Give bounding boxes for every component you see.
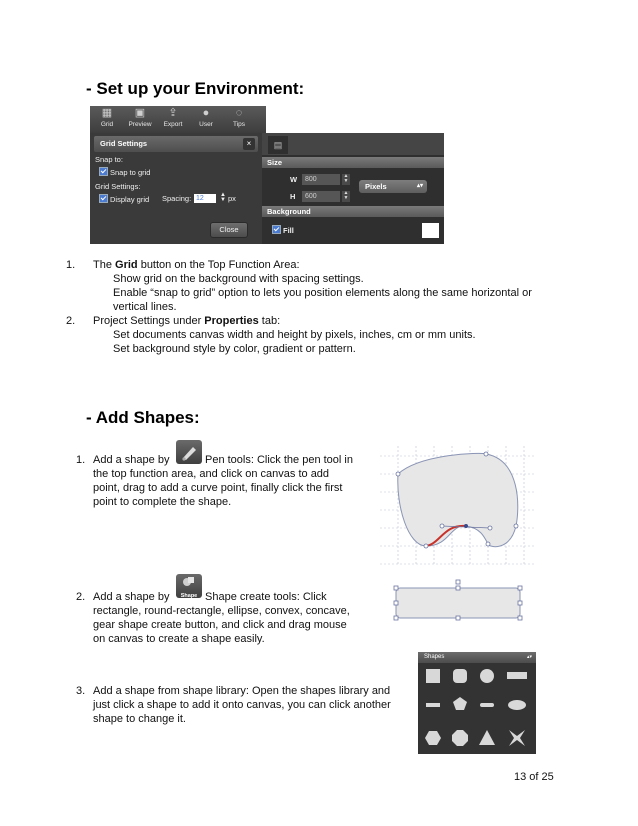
- toolbar-export[interactable]: ⇪ Export: [163, 107, 183, 128]
- shape-icon-label: Shape: [180, 593, 198, 599]
- list-subline: Set documents canvas width and height by pixels, inches, cm or mm units.: [113, 329, 476, 341]
- list-subline: Show grid on the background with spacing settings.: [113, 273, 364, 285]
- list-item-number: 3.: [76, 685, 86, 697]
- library-line: just click a shape to add it onto canvas, you can click another: [93, 699, 391, 711]
- shape-tool-line: gear shape create button, and click and drag mouse: [93, 619, 347, 631]
- spacing-unit: px: [228, 194, 236, 203]
- shape-tool-line: Shape create tools: Click: [205, 591, 327, 603]
- size-section-header: Size: [262, 157, 444, 168]
- checkbox-checked-icon: [99, 167, 108, 176]
- list-item-grid: The Grid button on the Top Function Area:: [93, 259, 300, 271]
- spacing-stepper[interactable]: ▲ ▼: [220, 192, 226, 203]
- grid-settings-label: Grid Settings:: [95, 182, 141, 191]
- shape-rectangle[interactable]: [426, 669, 440, 683]
- grid-settings-titlebar: Grid Settings ×: [94, 136, 258, 152]
- pen-tool-line: Add a shape by: [93, 454, 170, 466]
- shape-round-rectangle[interactable]: [453, 669, 467, 683]
- height-label: H: [290, 192, 296, 201]
- height-stepper[interactable]: ▲ ▼: [343, 190, 349, 201]
- export-icon: ⇪: [168, 107, 178, 119]
- toolbar-preview[interactable]: ▣ Preview: [128, 107, 152, 128]
- display-grid-checkbox[interactable]: Display grid: [99, 194, 149, 204]
- unit-dropdown[interactable]: Pixels ▴▾: [359, 180, 427, 193]
- list-item-number: 1.: [66, 259, 76, 271]
- shapes-library-panel: [418, 652, 536, 754]
- shape-tool-line: rectangle, round-rectangle, ellipse, convex, concave,: [93, 605, 350, 617]
- toolbar-tips[interactable]: ◌ Tips: [232, 107, 246, 128]
- shape-concave-star[interactable]: [509, 730, 525, 746]
- shape-circle[interactable]: [480, 669, 494, 683]
- checkbox-checked-icon: [99, 194, 108, 203]
- pen-tool-line: point to complete the shape.: [93, 496, 232, 508]
- lightbulb-icon: ◌: [235, 107, 243, 119]
- rounded-rect-illustration: [384, 578, 532, 626]
- shape-hexagon[interactable]: [425, 731, 441, 745]
- spacing-label: Spacing:: [162, 194, 192, 203]
- user-icon: ●: [202, 107, 210, 119]
- grid-icon: ▦: [101, 107, 113, 119]
- shape-bar[interactable]: [426, 703, 440, 707]
- spacing-input[interactable]: 12: [194, 193, 216, 203]
- pen-shape-illustration: [380, 446, 534, 566]
- width-input[interactable]: 800: [302, 174, 340, 185]
- pen-tool-line: point, drag to add a curve point, finally click the first: [93, 482, 343, 494]
- properties-tabstrip: [262, 133, 444, 155]
- shape-rounded-bar[interactable]: [480, 703, 494, 707]
- list-subline: Enable “snap to grid” option to lets you position elements along the same horizontal or: [113, 287, 532, 299]
- snap-to-grid-checkbox[interactable]: Snap to grid: [99, 167, 150, 177]
- library-line: Add a shape from shape library: Open the shapes library and: [93, 685, 391, 697]
- library-line: shape to change it.: [93, 713, 186, 725]
- fill-color-swatch[interactable]: [422, 223, 439, 238]
- pen-tool-line: Pen tools: Click the pen tool in: [205, 454, 353, 466]
- shape-ellipse[interactable]: [508, 700, 526, 710]
- list-item-number: 2.: [76, 591, 86, 603]
- close-button[interactable]: Close: [210, 222, 248, 238]
- snap-to-label: Snap to:: [95, 155, 123, 164]
- shape-triangle[interactable]: [479, 730, 495, 745]
- page-number: 13 of 25: [514, 771, 554, 783]
- list-item-properties: Project Settings under Properties tab:: [93, 315, 281, 327]
- list-subline: Set background style by color, gradient or pattern.: [113, 343, 356, 355]
- shape-tool-icon: [176, 574, 202, 598]
- properties-tab-icon[interactable]: ▤: [268, 136, 288, 154]
- shape-tool-line: Add a shape by: [93, 591, 170, 603]
- shape-pentagon[interactable]: [453, 697, 467, 710]
- list-item-number: 1.: [76, 454, 86, 466]
- list-item-number: 2.: [66, 315, 76, 327]
- pen-tool-icon: [176, 440, 202, 464]
- width-label: W: [290, 175, 298, 184]
- close-icon[interactable]: ×: [243, 138, 255, 150]
- toolbar-user[interactable]: ● User: [199, 107, 213, 128]
- dropdown-arrows-icon: ▴▾: [416, 183, 423, 189]
- shape-wide-rectangle[interactable]: [507, 672, 527, 679]
- height-input[interactable]: 600: [302, 191, 340, 202]
- shape-tool-line: on canvas to create a shape easily.: [93, 633, 265, 645]
- checkbox-checked-icon: [272, 225, 281, 234]
- width-stepper[interactable]: ▲ ▼: [343, 173, 349, 184]
- properties-screenshot: [262, 133, 444, 244]
- top-function-area: [90, 106, 266, 133]
- shapes-library-header[interactable]: Shapes ▴▾: [418, 652, 536, 663]
- section-heading-add-shapes: - Add Shapes:: [86, 408, 200, 427]
- toolbar-grid[interactable]: ▦ Grid: [100, 107, 114, 128]
- fill-checkbox[interactable]: Fill: [272, 225, 294, 235]
- preview-icon: ▣: [134, 107, 146, 119]
- section-heading-environment: - Set up your Environment:: [86, 79, 305, 98]
- pen-tool-line: the top function area, and click on canvas to add: [93, 468, 330, 480]
- dropdown-arrows-icon: ▴▾: [526, 654, 532, 660]
- background-section-header: Background: [262, 206, 444, 217]
- grid-settings-screenshot: [90, 106, 266, 244]
- shape-octagon[interactable]: [452, 730, 468, 746]
- list-subline: vertical lines.: [113, 301, 177, 313]
